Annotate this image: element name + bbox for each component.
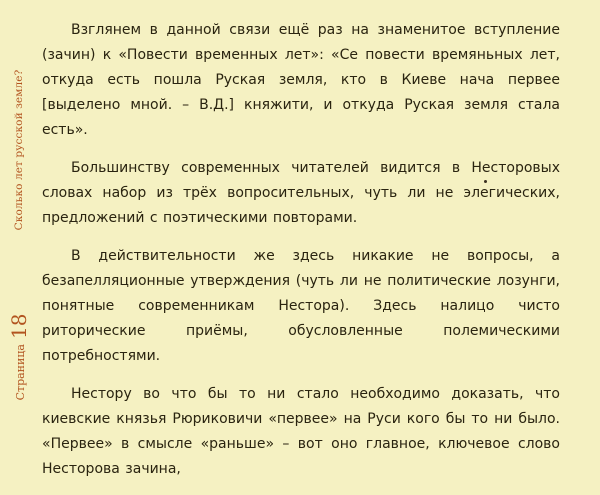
paragraph-1: Взглянем в данной связи ещё раз на знаменитое вступление (зачин) к «Повести временных лет»: «Се повести времяньных лет, откуда есть пошла Руская земля, кто в Киеве нача первее [выделено мной. – В.Д.] княжити, и откуда Руская земля стала есть». <box>42 22 560 138</box>
paragraph-3: В действительности же здесь никакие не вопросы, а безапелляционные утверждения (чуть ли не политические лозунги, понятные современникам Нестора). Здесь налицо чисто риторические приёмы, обусловленные полемическими потребностями. <box>42 248 560 364</box>
paragraph-2: Большинству современных читателей видится в Несторовых словах набор из трёх вопросительных, чуть ли не элегических, предложений с поэтическими повторами. <box>42 160 560 226</box>
page-text <box>42 18 560 495</box>
running-title: Сколько лет русской земле? <box>13 69 25 231</box>
print-speck <box>484 180 487 183</box>
page-indicator <box>7 314 31 401</box>
page-number: 18 <box>7 313 31 340</box>
page-label: Страница <box>14 344 27 401</box>
paragraph-4: Нестору во что бы то ни стало необходимо доказать, что киевские князья Рюриковичи «первее» на Руси кого бы то ни было. «Первее» в смысле «раньше» – вот оно главное, ключевое слово Несторова зачина, <box>42 386 560 477</box>
page-sidebar <box>0 0 38 423</box>
